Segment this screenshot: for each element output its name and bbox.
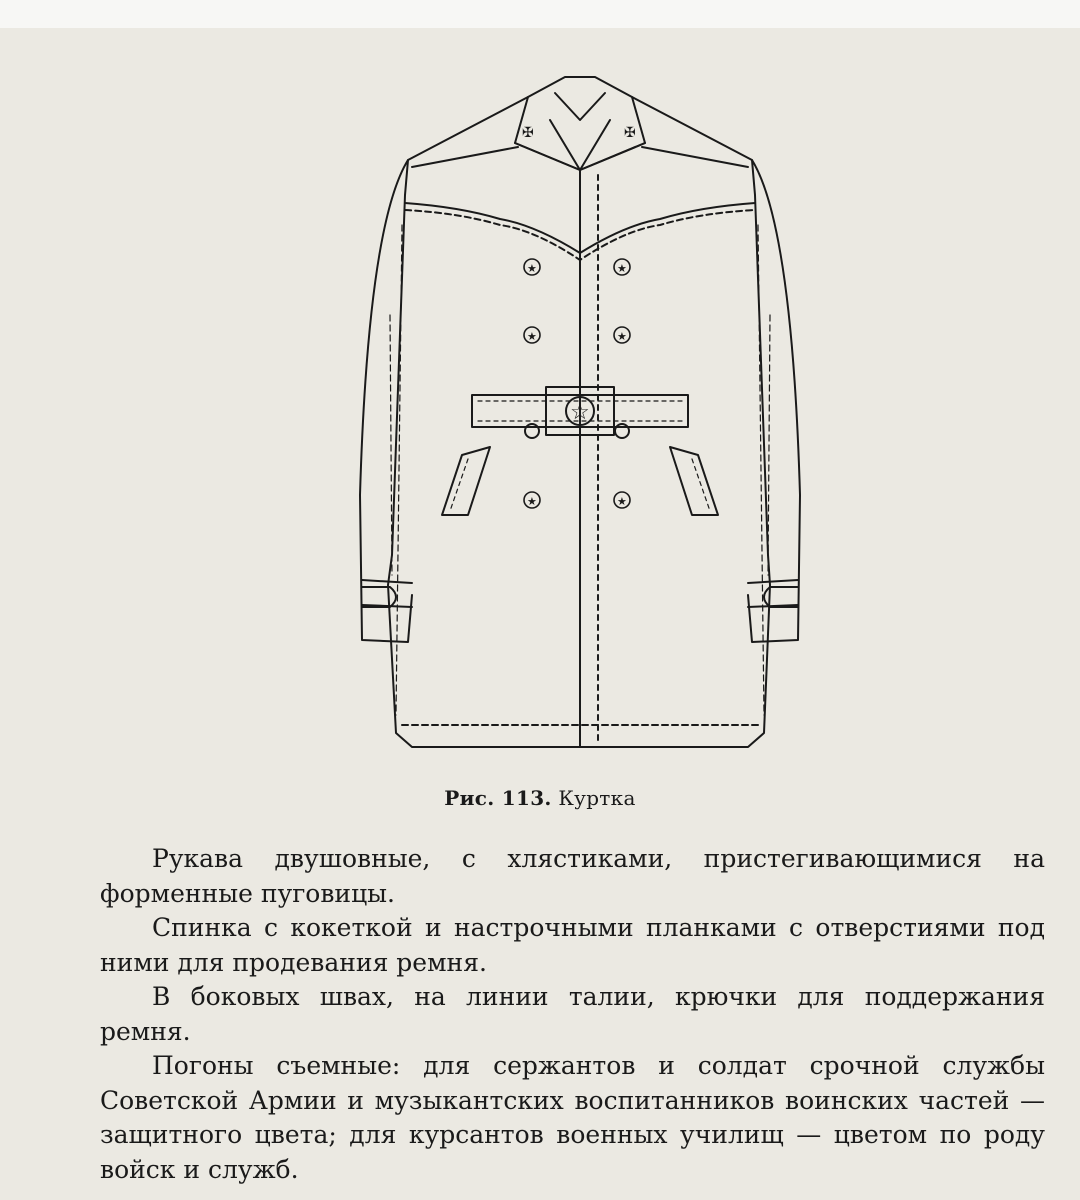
figure-caption — [0, 786, 1080, 810]
left-sleeve-inner — [390, 315, 392, 575]
right-pocket-flap — [670, 447, 718, 515]
collar-stand — [555, 93, 605, 120]
right-collar-insignia: ✠ — [624, 125, 636, 141]
button-star-icon: ★ — [617, 330, 627, 343]
button-star-icon: ★ — [617, 495, 627, 508]
button-star-icon: ★ — [527, 262, 537, 275]
button-star-icon: ★ — [527, 330, 537, 343]
paragraph-side-seams: В боковых швах, на линии талии, крючки для поддержания ремня. — [100, 982, 1045, 1046]
jacket-drawing — [350, 75, 810, 780]
paragraph-shoulder-straps: Погоны съемные: для сержантов и солдат срочной службы Советской Армии и музыкантских воспитанников воинских частей — защитного цвета; для курсантов военных училищ — цветом по роду войск и служб. — [100, 1051, 1045, 1184]
figure-title: Куртка — [558, 786, 636, 810]
buckle-star-icon: ☆ — [570, 400, 590, 425]
left-collar-insignia: ✠ — [522, 125, 534, 141]
body-text — [100, 842, 1045, 1187]
figure-number: Рис. 113. — [444, 786, 552, 810]
right-cuff — [748, 580, 798, 607]
paragraph-sleeves: Рукава двушовные, с хлястиками, пристегивающимися на форменные пуговицы. — [100, 844, 1045, 908]
button-star-icon: ★ — [527, 495, 537, 508]
left-cuff-tab — [362, 587, 396, 607]
left-pocket-flap — [442, 447, 490, 515]
button-star-icon: ★ — [617, 262, 627, 275]
page-top-margin — [0, 0, 1080, 28]
left-cuff — [362, 580, 412, 607]
buttons-upper — [524, 259, 630, 508]
paragraph-back: Спинка с кокеткой и настрочными планками с отверстиями под ними для продевания ремня. — [100, 913, 1045, 977]
right-sleeve-inner — [768, 315, 770, 575]
jacket-illustration — [350, 75, 810, 780]
collar — [515, 77, 645, 170]
